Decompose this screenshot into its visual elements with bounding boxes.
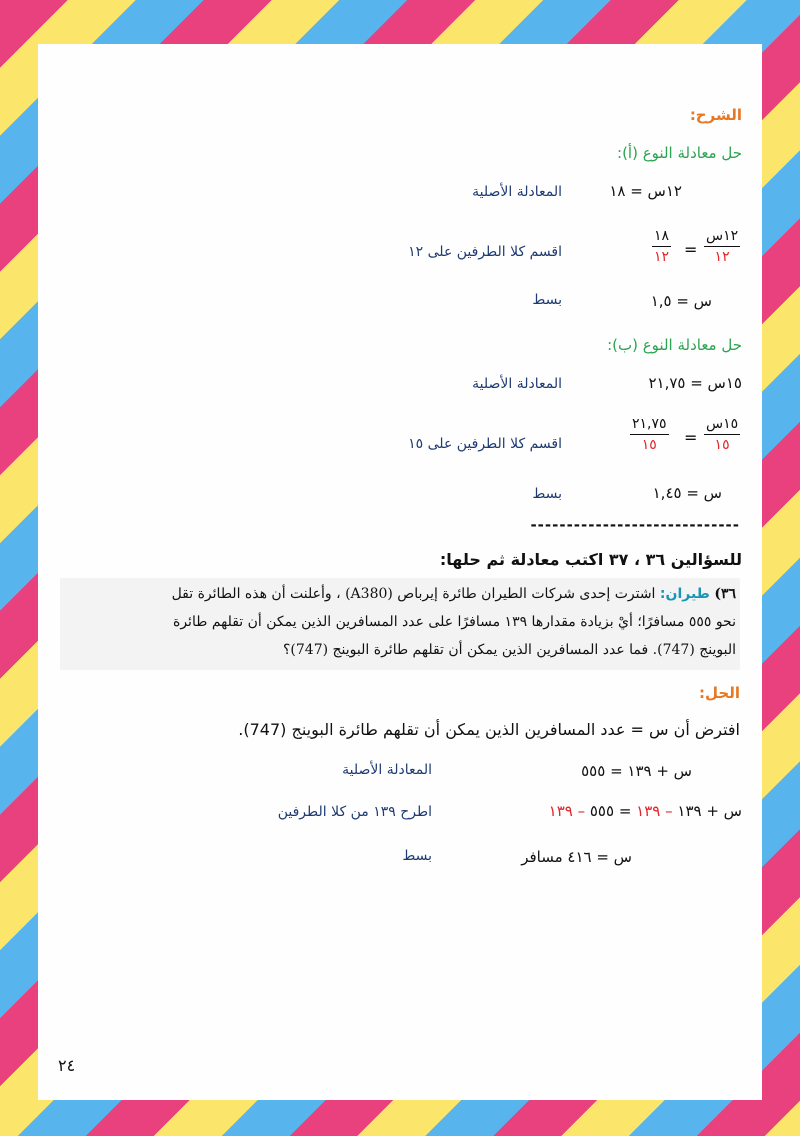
problem-topic: طيران: [659,586,710,602]
solution-eq2 [549,802,742,820]
type-b-frac-right [630,416,669,453]
eq2-subtract-right: – ١٣٩ [548,802,586,820]
frac-denominator: ١٥ [714,437,730,453]
problem-line-1 [172,586,736,602]
type-a-title: حل معادلة النوع (أ): [617,144,742,162]
problem-number: ٣٦) [714,586,736,602]
eq2-lhs: س + ١٣٩ [677,802,742,820]
type-a-label1: المعادلة الأصلية [472,184,562,200]
worksheet-page [38,44,762,1100]
eq2-middle: = ٥٥٥ [589,802,632,820]
solution-eq1: س + ١٣٩ = ٥٥٥ [581,762,692,780]
type-b-eq1: ١٥س = ٢١,٧٥ [648,374,742,392]
frac-denominator: ١٢ [714,249,730,265]
solution-label1: المعادلة الأصلية [342,762,432,778]
type-b-label3: بسط [532,486,562,502]
type-b-label2: اقسم كلا الطرفين على ١٥ [408,436,562,452]
type-b-label1: المعادلة الأصلية [472,376,562,392]
type-a-frac-right [652,228,671,265]
solution-label3: بسط [402,848,432,864]
type-a-equals: = [684,240,698,259]
type-b-title: حل معادلة النوع (ب): [607,336,742,354]
problem-text-1: اشترت إحدى شركات الطيران طائرة إيرباص (A380) ، وأعلنت أن هذه الطائرة تقل [171,586,656,602]
page-number: ٢٤ [58,1056,76,1075]
type-b-eq3: س = ١,٤٥ [652,484,722,502]
problem-text-3: البوينج (747). فما عدد المسافرين الذين يمكن أن تقلهم طائرة البوينج (747)؟ [282,642,736,658]
type-a-label3: بسط [532,292,562,308]
type-b-equals: = [684,428,698,447]
solution-eq3: س = ٤١٦ مسافر [521,848,632,866]
solution-assume: افترض أن س = عدد المسافرين الذين يمكن أن تقلهم طائرة البوينج (747). [238,720,740,739]
solution-label2: اطرح ١٣٩ من كلا الطرفين [277,804,432,820]
dashed-separator: ----------------------------- [530,516,740,534]
eq2-subtract-left: – ١٣٩ [636,802,673,820]
frac-numerator: ١٢س [706,228,739,244]
frac-denominator: ١٥ [641,437,657,453]
type-a-label2: اقسم كلا الطرفين على ١٢ [408,244,562,260]
explanation-heading: الشرح: [689,106,742,124]
frac-numerator: ١٨ [654,228,670,244]
solution-heading: الحل: [699,684,740,702]
problem-box [60,578,740,670]
type-b-frac-left [704,416,740,453]
problem-text-2: نحو ٥٥٥ مسافرًا؛ أيْ بزيادة مقدارها ١٣٩ مسافرًا على عدد المسافرين الذين يمكن أن تقلهم طائرة [173,614,736,630]
type-a-eq1: ١٢س = ١٨ [609,182,682,200]
frac-denominator: ١٢ [654,249,670,265]
frac-numerator: ٢١,٧٥ [632,416,667,432]
questions-heading: للسؤالين ٣٦ ، ٣٧ اكتب معادلة ثم حلها: [439,550,742,569]
frac-numerator: ١٥س [706,416,739,432]
type-a-eq3: س = ١,٥ [650,292,712,310]
type-a-frac-left [704,228,740,265]
